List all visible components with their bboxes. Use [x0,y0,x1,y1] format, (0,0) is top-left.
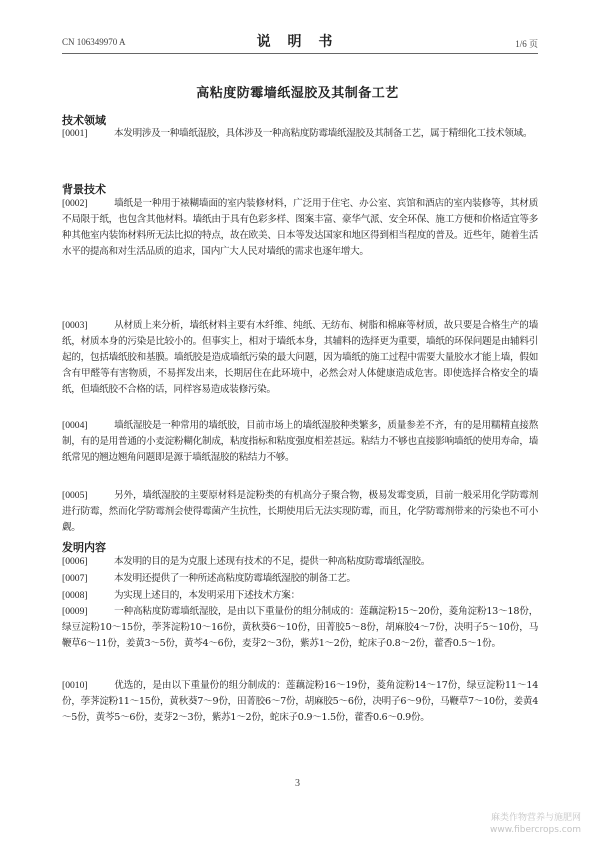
paragraph-number: [0001] [62,128,88,139]
document-type: 说 明 书 [256,34,339,50]
paragraph-0001 [62,126,538,142]
paragraph-text: 另外，墙纸湿胶的主要原材料是淀粉类的有机高分子聚合物，极易发霉变质，目前一般采用化学防霉剂进行防霉，然而化学防霉剂会使得霉菌产生抗性，长期使用后无法实现防霉，而且，化学防霉剂带来的污染也不可小觑。 [62,490,538,533]
watermark-url: www.fibercrops.com [490,825,581,835]
section-heading-technical-field: 技术领域 [62,114,106,127]
paragraph-text: 墙纸是一种用于裱糊墙面的室内装修材料，广泛用于住宅、办公室、宾馆和酒店的室内装修等，其材质不局限于纸，也包含其他材料。墙纸由于具有色彩多样、图案丰富、豪华气派、安全环保、施工方便和价格适宜等多种其他室内装饰材料所无法比拟的特点，故在欧美、日本等发达国家和地区得到相当程度的普及。近些年，随着生活水平的提高和对生活品质的追求，国内广大人民对墙纸的需求也逐年增大。 [62,198,538,257]
paragraph-number: [0003] [62,320,88,331]
paragraph-0009 [62,604,538,652]
section-heading-summary: 发明内容 [62,541,106,554]
paragraph-number: [0009] [62,606,88,617]
paragraph-0010 [62,678,538,726]
paragraph-0002 [62,196,538,260]
paragraph-text: 本发明的目的是为克服上述现有技术的不足，提供一种高粘度防霉墙纸湿胶。 [114,556,430,567]
paragraph-0003 [62,318,538,398]
paragraph-number: [0006] [62,556,88,567]
paragraph-number: [0007] [62,573,88,584]
site-watermark [490,812,581,836]
watermark-name: 麻类作物营养与施肥网 [490,813,581,823]
paragraph-text: 从材质上来分析，墙纸材料主要有木纤维、纯纸、无纺布、树脂和棉麻等材质，故只要是合格生产的墙纸，材质本身的污染是比较小的。但事实上，相对于墙纸本身，其辅料的选择更为重要，墙纸的环保问题是由辅料引起的，包括墙纸胶和基膜。墙纸胶是造成墙纸污染的最大问题，因为墙纸的施工过程中需要大量胶水才能上墙，假如含有甲醛等有害物质，不易挥发出来，长期居住在此环境中，必然会对人体健康造成危害。即使选择合格安全的墙纸，但墙纸胶不合格的话，同样容易造成装修污染。 [62,320,538,395]
paragraph-0006 [62,554,538,570]
paragraph-0008 [62,588,538,604]
page-number: 3 [295,778,300,789]
section-heading-background: 背景技术 [62,183,106,196]
paragraph-number: [0010] [62,680,88,691]
paragraph-number: [0002] [62,198,88,209]
document-title: 高粘度防霉墙纸湿胶及其制备工艺 [196,86,399,101]
paragraph-text: 一种高粘度防霉墙纸湿胶，是由以下重量份的组分制成的：莲藕淀粉15～20份，菱角淀粉13～18份，绿豆淀粉10～15份，荸荠淀粉10～16份，黄秋葵6～10份，田菁胶5～8份，胡麻胶4～7份，决明子5～10份，马鞭草6～11份，姜黄3～5份，黄芩4～6份，麦芽2～3份，紫苏1～2份，蛇床子0.8～2份，藿香0.5～1份。 [62,606,538,649]
paragraph-0005 [62,488,538,536]
paragraph-text: 本发明涉及一种墙纸湿胶，具体涉及一种高粘度防霉墙纸湿胶及其制备工艺，属于精细化工技术领域。 [114,128,533,139]
paragraph-text: 优选的，是由以下重量份的组分制成的：莲藕淀粉16～19份，菱角淀粉14～17份，绿豆淀粉11～14份，荸荠淀粉11～15份，黄秋葵7～9份，田菁胶6～7份，胡麻胶5～6份，决明子6～9份，马鞭草7～10份，姜黄4～5份，黄芩5～6份，麦芽2～3份，紫苏1～2份，蛇床子0.9～1.5份，藿香0.6～0.9份。 [62,680,538,723]
header-divider [62,53,538,54]
paragraph-number: [0005] [62,490,88,501]
paragraph-text: 墙纸湿胶是一种常用的墙纸胶，目前市场上的墙纸湿胶种类繁多，质量参差不齐，有的是用糯精直接熬制，有的是用普通的小麦淀粉糊化制成，粘度指标和粘度强度相差甚远。粘结力不够也直接影响墙纸的使用寿命，墙纸常见的翘边翘角问题即是源于墙纸湿胶的粘结力不够。 [62,420,538,463]
paragraph-0007 [62,571,538,587]
paragraph-0004 [62,418,538,466]
paragraph-text: 为实现上述目的，本发明采用下述技术方案： [114,590,300,601]
paragraph-text: 本发明还提供了一种所述高粘度防霉墙纸湿胶的制备工艺。 [114,573,356,584]
paragraph-number: [0008] [62,590,88,601]
paragraph-number: [0004] [62,420,88,431]
page-indicator: 1/6 页 [515,39,538,49]
patent-number: CN 106349970 A [62,37,126,47]
